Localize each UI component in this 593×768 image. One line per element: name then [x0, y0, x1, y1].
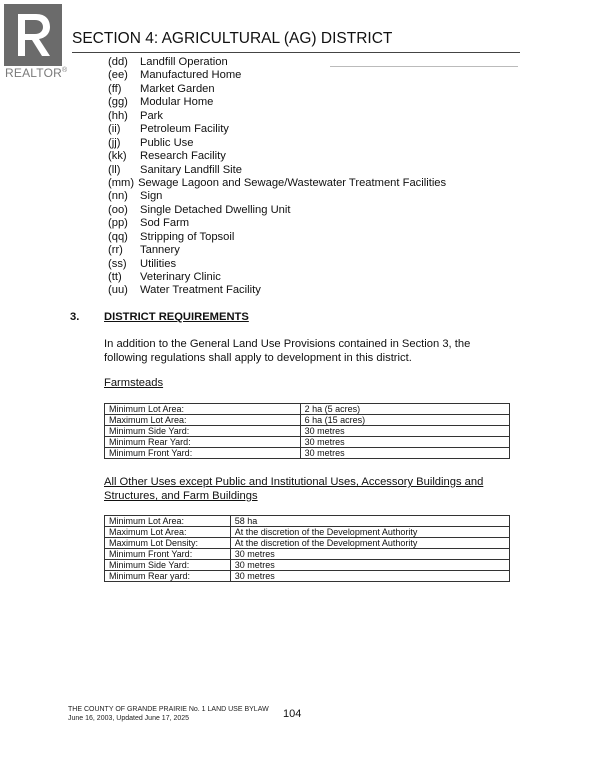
section-number: 3.	[70, 311, 80, 323]
table-row: Maximum Lot Area: At the discretion of the Development Authority	[105, 527, 510, 538]
footer-bylaw-title: THE COUNTY OF GRANDE PRAIRIE No. 1 LAND USE BYLAW	[68, 706, 269, 713]
title-divider	[72, 52, 520, 53]
list-item: (pp) Sod Farm	[108, 217, 190, 230]
list-item: (kk) Research Facility	[108, 150, 226, 163]
list-item: (nn) Sign	[108, 190, 163, 203]
table-row: Minimum Front Yard: 30 metres	[105, 448, 510, 459]
page-number: 104	[283, 708, 302, 720]
table-row: Maximum Lot Density: At the discretion of the Development Authority	[105, 538, 510, 549]
table-row: Minimum Lot Area: 2 ha (5 acres)	[105, 404, 510, 415]
other-uses-table	[104, 515, 510, 582]
realtor-logo-icon	[4, 4, 62, 66]
list-item: (rr) Tannery	[108, 244, 180, 257]
list-item: (ii) Petroleum Facility	[108, 123, 229, 136]
list-item: (gg) Modular Home	[108, 96, 214, 109]
other-uses-heading: All Other Uses except Public and Institutional Uses, Accessory Buildings and Structures, and Farm Buildings	[104, 476, 484, 502]
list-item: (tt) Veterinary Clinic	[108, 271, 221, 283]
list-item: (jj) Public Use	[108, 136, 194, 149]
list-item: (dd) Landfill Operation	[108, 56, 228, 68]
table-row: Minimum Side Yard: 30 metres	[105, 560, 510, 571]
list-item: (ll) Sanitary Landfill Site	[108, 163, 242, 176]
permitted-uses-list	[108, 56, 446, 298]
list-item: (ss) Utilities	[108, 257, 177, 270]
list-item: (ff) Market Garden	[108, 82, 215, 95]
realtor-watermark: REALTOR®	[5, 66, 68, 80]
section-title: SECTION 4: AGRICULTURAL (AG) DISTRICT	[72, 30, 393, 47]
list-item: (hh) Park	[108, 109, 164, 122]
section-heading: DISTRICT REQUIREMENTS	[104, 311, 249, 323]
table-row: Minimum Side Yard: 30 metres	[105, 426, 510, 437]
table-row: Maximum Lot Area: 6 ha (15 acres)	[105, 415, 510, 426]
list-item: (qq) Stripping of Topsoil	[108, 230, 235, 243]
table-row: Minimum Lot Area: 58 ha	[105, 516, 510, 527]
list-item: (ee) Manufactured Home	[108, 69, 242, 82]
list-item: (mm) Sewage Lagoon and Sewage/Wastewater Treatment Facilities	[108, 176, 447, 189]
farmsteads-table	[104, 403, 510, 459]
farmsteads-heading: Farmsteads	[104, 377, 164, 389]
footer-date: June 16, 2003, Updated June 17, 2025	[68, 715, 190, 722]
table-row: Minimum Rear yard: 30 metres	[105, 571, 510, 582]
table-row: Minimum Rear Yard: 30 metres	[105, 437, 510, 448]
list-item: (oo) Single Detached Dwelling Unit	[108, 203, 291, 216]
intro-paragraph: In addition to the General Land Use Provisions contained in Section 3, the following regulations shall apply to development in this district.	[104, 338, 471, 364]
list-item: (uu) Water Treatment Facility	[108, 284, 261, 297]
table-row: Minimum Front Yard: 30 metres	[105, 549, 510, 560]
